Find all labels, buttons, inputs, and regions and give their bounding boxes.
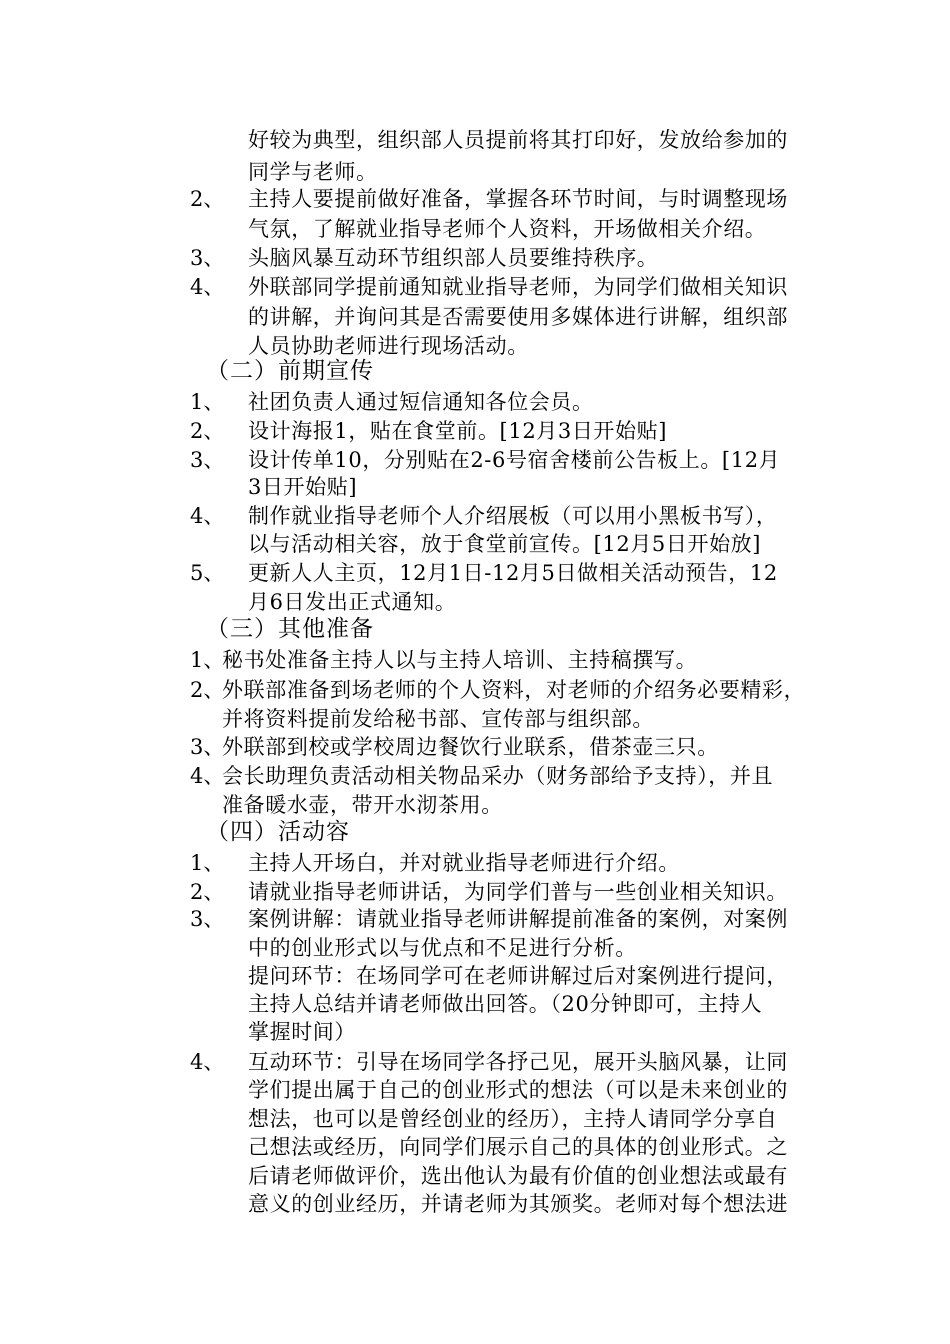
list-number: 2、 bbox=[190, 419, 225, 443]
list-item-line: 社团负责人通过短信通知各位会员。 bbox=[248, 390, 594, 414]
list-item-line: 外联部准备到场老师的个人资料，对老师的介绍务必要精彩， bbox=[222, 678, 806, 702]
list-number: 3、 bbox=[190, 448, 225, 472]
list-number: 2、 bbox=[190, 880, 225, 904]
list-number: 2、 bbox=[190, 187, 225, 211]
list-item-line: 制作就业指导老师个人介绍展板（可以用小黑板书写）， bbox=[248, 504, 778, 528]
list-number: 5、 bbox=[190, 561, 225, 585]
list-number: 3、 bbox=[190, 907, 225, 931]
list-item-line: 想法，也可以是曾经创业的经历），主持人请同学分享自 bbox=[248, 1107, 778, 1131]
list-item-line: 互动环节：引导在场同学各抒己见，展开头脑风暴，让同 bbox=[248, 1050, 788, 1074]
list-item-line: 会长助理负责活动相关物品采办（财务部给予支持），并且 bbox=[222, 764, 774, 788]
section-heading: （三）其他准备 bbox=[206, 616, 374, 642]
list-item-line: 月6日发出正式通知。 bbox=[248, 590, 457, 614]
list-item-line: 的讲解，并询问其是否需要使用多媒体进行讲解，组织部 bbox=[248, 305, 788, 329]
list-item-line: 秘书处准备主持人以与主持人培训、主持稿撰写。 bbox=[222, 648, 698, 672]
list-number: 1、 bbox=[190, 390, 225, 414]
list-item-line: 主持人要提前做好准备，掌握各环节时间，与时调整现场 bbox=[248, 187, 788, 211]
list-number: 3、 bbox=[190, 735, 225, 759]
list-number: 2、 bbox=[190, 678, 225, 702]
continuation-line: 好较为典型，组织部人员提前将其打印好，发放给参加的 bbox=[248, 128, 788, 152]
list-item-line: 3日开始贴] bbox=[248, 475, 358, 499]
list-item-line: 提问环节：在场同学可在老师讲解过后对案例进行提问， bbox=[248, 964, 788, 988]
list-item-line: 后请老师做评价，选出他认为最有价值的创业想法或最有 bbox=[248, 1164, 788, 1188]
list-number: 1、 bbox=[190, 648, 225, 672]
list-item-line: 外联部到校或学校周边餐饮行业联系，借茶壶三只。 bbox=[222, 735, 719, 759]
continuation-line: 同学与老师。 bbox=[248, 160, 378, 184]
list-number: 4、 bbox=[190, 504, 225, 528]
list-item-line: 设计海报1，贴在食堂前。[12月3日开始贴] bbox=[248, 419, 668, 443]
section-heading: （四）活动容 bbox=[206, 819, 350, 845]
list-item-line: 掌握时间） bbox=[248, 1020, 356, 1044]
list-item-line: 气氛，了解就业指导老师个人资料，开场做相关介绍。 bbox=[248, 217, 767, 241]
list-number: 3、 bbox=[190, 246, 225, 270]
list-number: 4、 bbox=[190, 275, 225, 299]
list-item-line: 中的创业形式以与优点和不足进行分析。 bbox=[248, 936, 637, 960]
list-item-line: 主持人开场白，并对就业指导老师进行介绍。 bbox=[248, 851, 680, 875]
list-item-line: 意义的创业经历，并请老师为其颁奖。老师对每个想法进 bbox=[248, 1192, 788, 1216]
list-item-line: 请就业指导老师讲话，为同学们普与一些创业相关知识。 bbox=[248, 880, 788, 904]
section-heading: （二）前期宣传 bbox=[206, 358, 374, 384]
list-item-line: 准备暖水壶，带开水沏茶用。 bbox=[222, 793, 503, 817]
list-item-line: 更新人人主页，12月1日-12月5日做相关活动预告，12 bbox=[248, 561, 778, 585]
list-number: 4、 bbox=[190, 764, 225, 788]
list-item-line: 设计传单10，分别贴在2-6号宿舍楼前公告板上。[12月 bbox=[248, 448, 781, 472]
list-item-line: 学们提出属于自己的创业形式的想法（可以是未来创业的 bbox=[248, 1078, 788, 1102]
list-number: 4、 bbox=[190, 1050, 225, 1074]
list-item-line: 案例讲解：请就业指导老师讲解提前准备的案例，对案例 bbox=[248, 907, 788, 931]
list-item-line: 以与活动相关容，放于食堂前宣传。[12月5日开始放] bbox=[248, 532, 762, 556]
list-item-line: 外联部同学提前通知就业指导老师，为同学们做相关知识 bbox=[248, 275, 788, 299]
list-item-line: 头脑风暴互动环节组织部人员要维持秩序。 bbox=[248, 246, 659, 270]
list-item-line: 并将资料提前发给秘书部、宣传部与组织部。 bbox=[222, 707, 654, 731]
list-item-line: 己想法或经历，向同学们展示自己的具体的创业形式。之 bbox=[248, 1135, 788, 1159]
list-item-line: 人员协助老师进行现场活动。 bbox=[248, 334, 529, 358]
list-item-line: 主持人总结并请老师做出回答。（20分钟即可，主持人 bbox=[248, 992, 763, 1016]
list-number: 1、 bbox=[190, 851, 225, 875]
